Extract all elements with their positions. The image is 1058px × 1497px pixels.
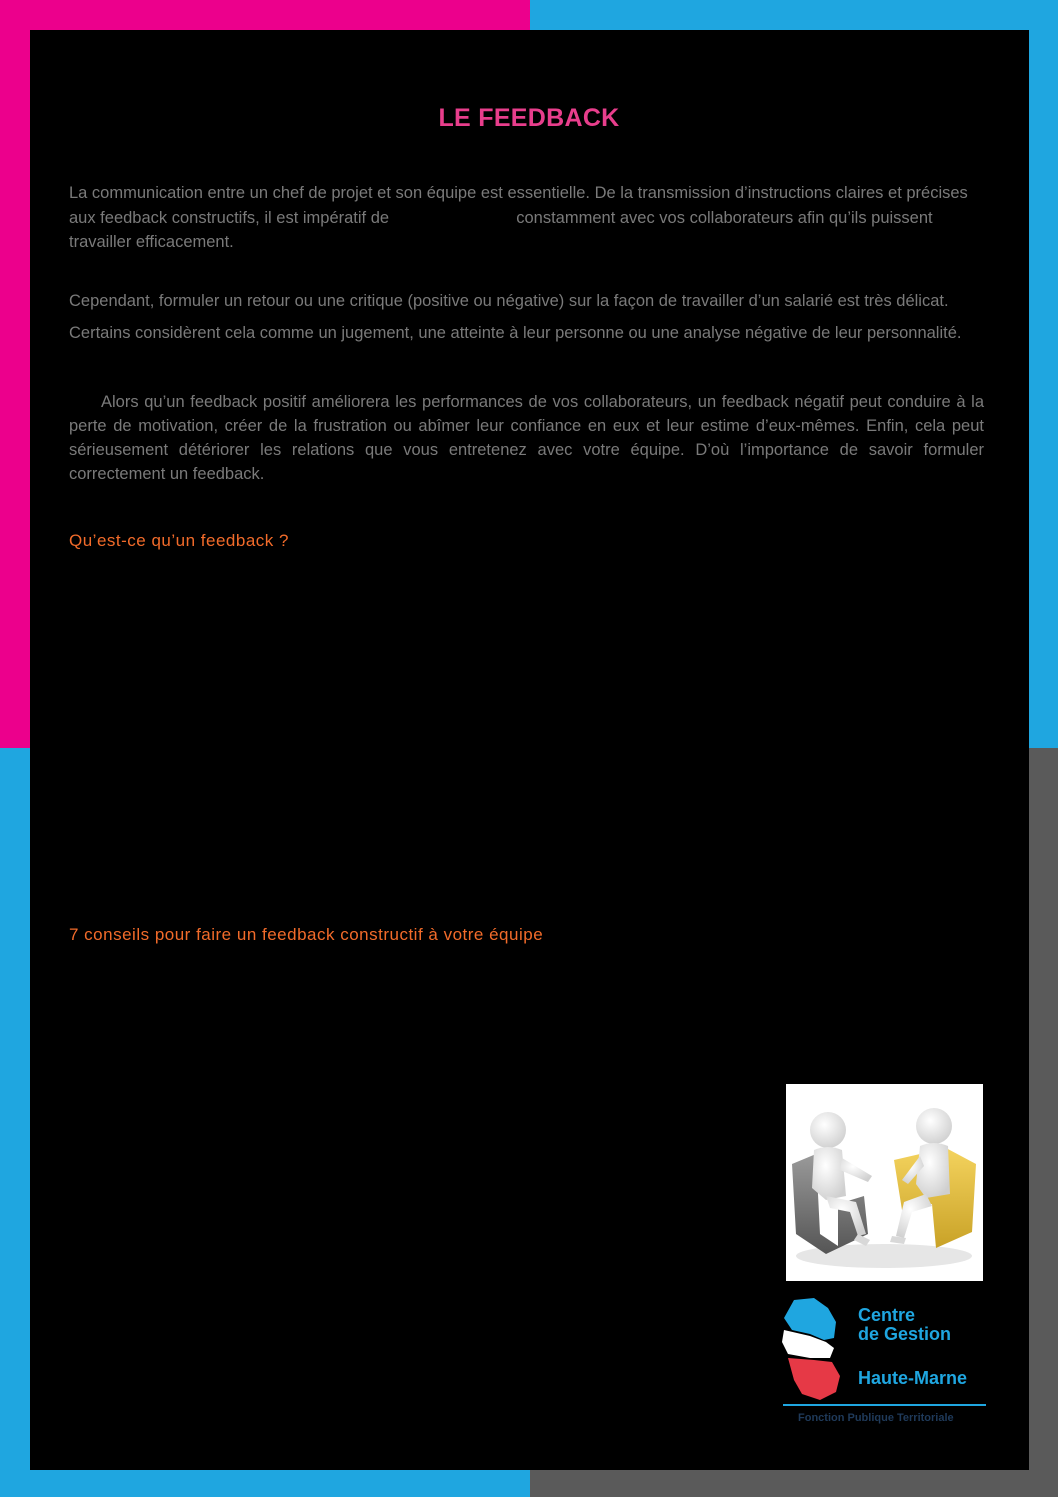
section-heading-seven-tips: 7 conseils pour faire un feedback constructif à votre équipe <box>69 925 544 944</box>
paragraph-impact: Alors qu’un feedback positif améliorera les performances de vos collaborateurs, un feedback négatif peut conduire à la perte de motivation, créer de la frustration ou abîmer leur confiance en eux et leur estime d’eux-mêmes. Enfin, cela peut sérieusement détériorer les relations que vous entretenez avec votre équipe. D’où l’importance de savoir formuler correctement un feedback. <box>69 393 984 483</box>
logo-line-de-gestion: de Gestion <box>858 1324 952 1344</box>
centre-de-gestion-logo <box>780 1296 990 1430</box>
paragraph-intro <box>69 181 984 255</box>
logo-line-centre: Centre <box>858 1305 916 1325</box>
meeting-illustration <box>786 1084 983 1281</box>
page-title: LE FEEDBACK <box>438 104 620 132</box>
logo-tagline: Fonction Publique Territoriale <box>798 1412 954 1424</box>
logo-line-haute-marne: Haute-Marne <box>858 1368 968 1388</box>
logo-divider <box>783 1404 986 1406</box>
paragraph-difficulty: Cependant, formuler un retour ou une critique (positive ou négative) sur la façon de travailler d’un salarié est très délicat. Certains considèrent cela comme un jugement, une atteinte à leur personne ou une analyse négative de leur personnalité. <box>69 292 962 342</box>
two-people-armchairs-icon <box>786 1084 983 1281</box>
paragraph-intro-part-a: La communication entre un chef de projet et son équipe est essentielle. De la transmission d’instructions claires et précises aux feedback constructifs, il est impératif de <box>69 184 968 227</box>
paragraph-intro-part-b: constamment avec vos collaborateurs afin qu’ils puissent travailler efficacement. <box>69 208 933 251</box>
section-heading-what-is-feedback: Qu’est-ce qu’un feedback ? <box>69 531 289 550</box>
haute-marne-map-icon <box>780 1296 860 1404</box>
